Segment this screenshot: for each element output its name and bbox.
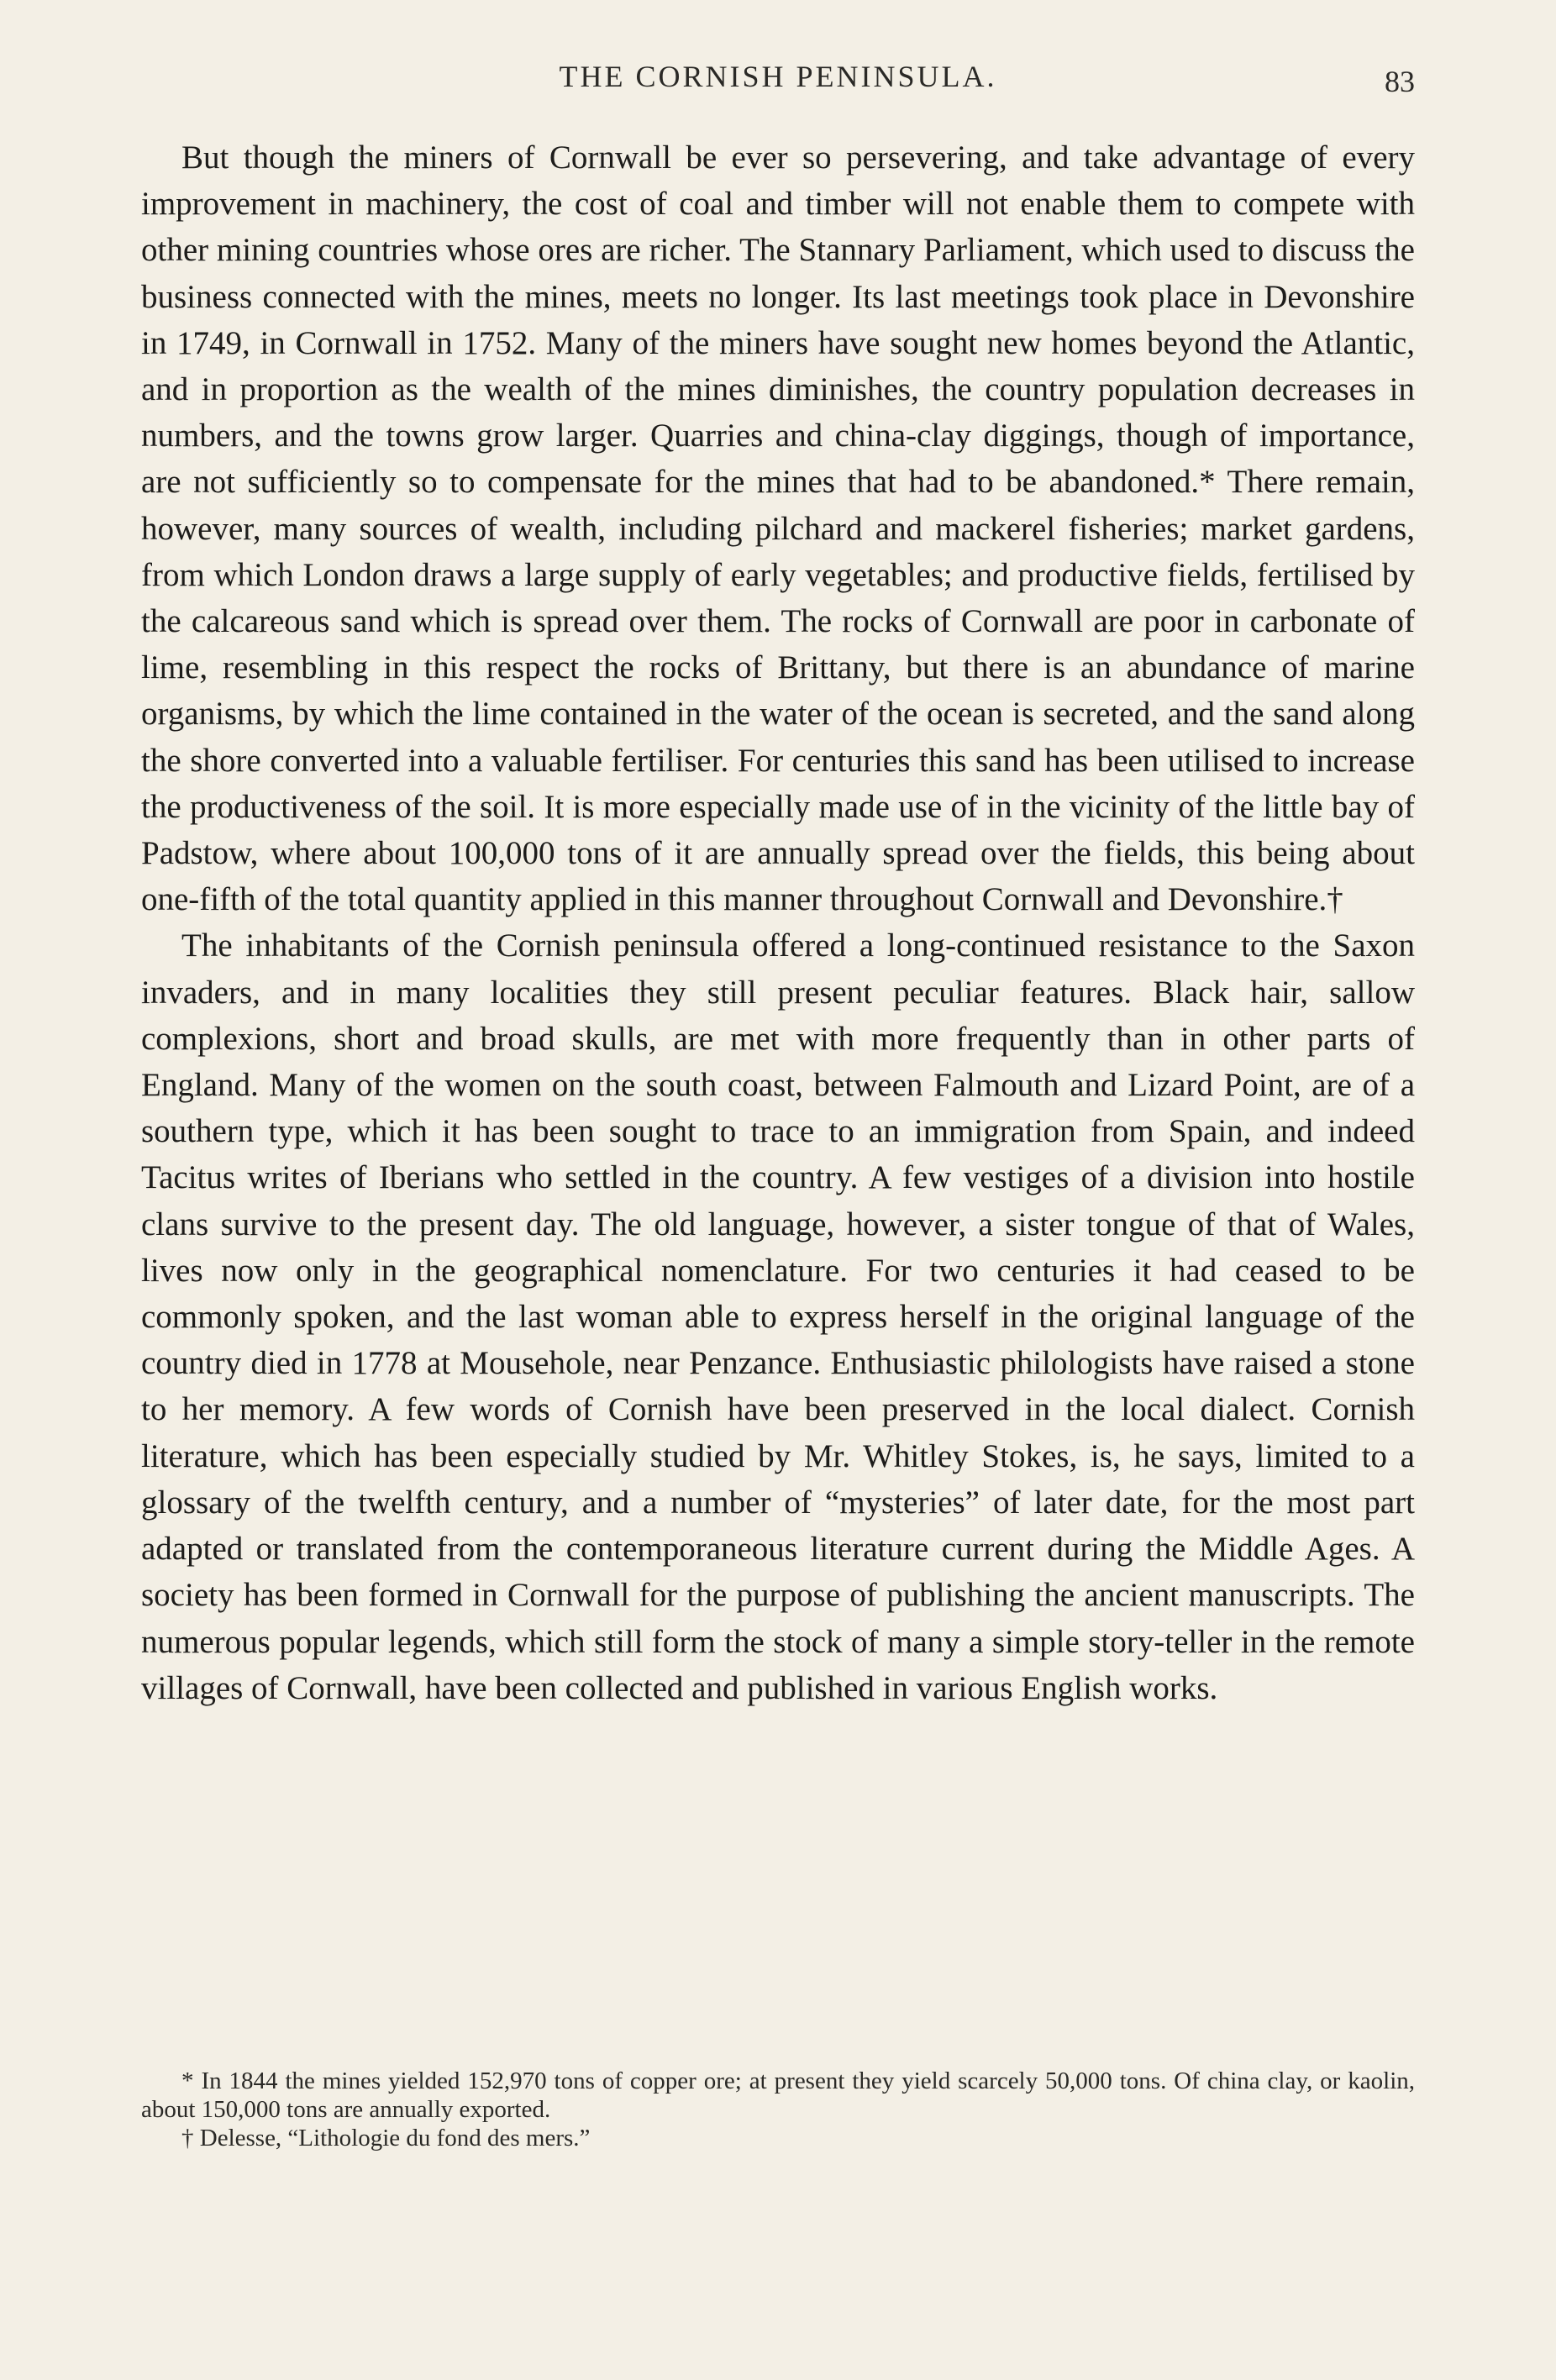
- page-number: 83: [1385, 65, 1415, 98]
- footnotes: [141, 2067, 1415, 2152]
- paragraph: The inhabitants of the Cornish peninsula offered a long-continued resistance to the Saxon invaders, and in many localities they still present peculiar features. Black hair, sallow complexions, short and broad skulls, are met with more frequently than in other parts of England. Many of the women on the south coast, between Falmouth and Lizard Point, are of a southern type, which it has been sought to trace to an immigration from Spain, and indeed Tacitus writes of Iberians who settled in the country. A few vestiges of a division into hostile clans survive to the present day. The old language, however, a sister tongue of that of Wales, lives now only in the geographical nomenclature. For two centuries it had ceased to be commonly spoken, and the last woman able to express herself in the original language of the country died in 1778 at Mousehole, near Penzance. Enthusiastic philologists have raised a stone to her memory. A few words of Cornish have been preserved in the local dialect. Cornish literature, which has been especially studied by Mr. Whitley Stokes, is, he says, limited to a glossary of the twelfth century, and a number of “mysteries” of later date, for the most part adapted or translated from the contemporaneous literature current during the Middle Ages. A society has been formed in Cornwall for the purpose of publishing the ancient manuscripts. The numerous popular legends, which still form the stock of many a simple story-teller in the remote villages of Cornwall, have been collected and published in various English works.: [141, 927, 1415, 1706]
- running-head: [141, 59, 1415, 118]
- footnote: * In 1844 the mines yielded 152,970 tons of copper ore; at present they yield scarcely 50,000 tons. Of china clay, or kaolin, about 150,000 tons are annually exported.: [141, 2067, 1415, 2123]
- footnote: † Delesse, “Lithologie du fond des mers.”: [181, 2125, 591, 2151]
- paragraph: But though the miners of Cornwall be ever so persevering, and take advantage of every improvement in machinery, the cost of coal and timber will not enable them to compete with other mining countries whose ores are richer. The Stannary Parliament, which used to discuss the business connected with the mines, meets no longer. Its last meetings took place in Devonshire in 1749, in Cornwall in 1752. Many of the miners have sought new homes beyond the Atlantic, and in proportion as the wealth of the mines diminishes, the country population decreases in numbers, and the towns grow larger. Quarries and china-clay diggings, though of importance, are not sufficiently so to compensate for the mines that had to be abandoned.* There remain, however, many sources of wealth, including pilchard and mackerel fisheries; market gardens, from which London draws a large supply of early vegetables; and productive fields, fertilised by the calcareous sand which is spread over them. The rocks of Cornwall are poor in carbonate of lime, resembling in this respect the rocks of Brittany, but there is an abundance of marine organisms, by which the lime contained in the water of the ocean is secreted, and the sand along the shore converted into a valuable fertiliser. For centuries this sand has been utilised to increase the productiveness of the soil. It is more especially made use of in the vicinity of the little bay of Padstow, where about 100,000 tons of it are annually spread over the fields, this being about one-fifth of the total quantity applied in this manner throughout Cornwall and Devonshire.†: [141, 139, 1415, 918]
- body-text: [141, 134, 1415, 1711]
- running-title: THE CORNISH PENINSULA.: [559, 60, 997, 93]
